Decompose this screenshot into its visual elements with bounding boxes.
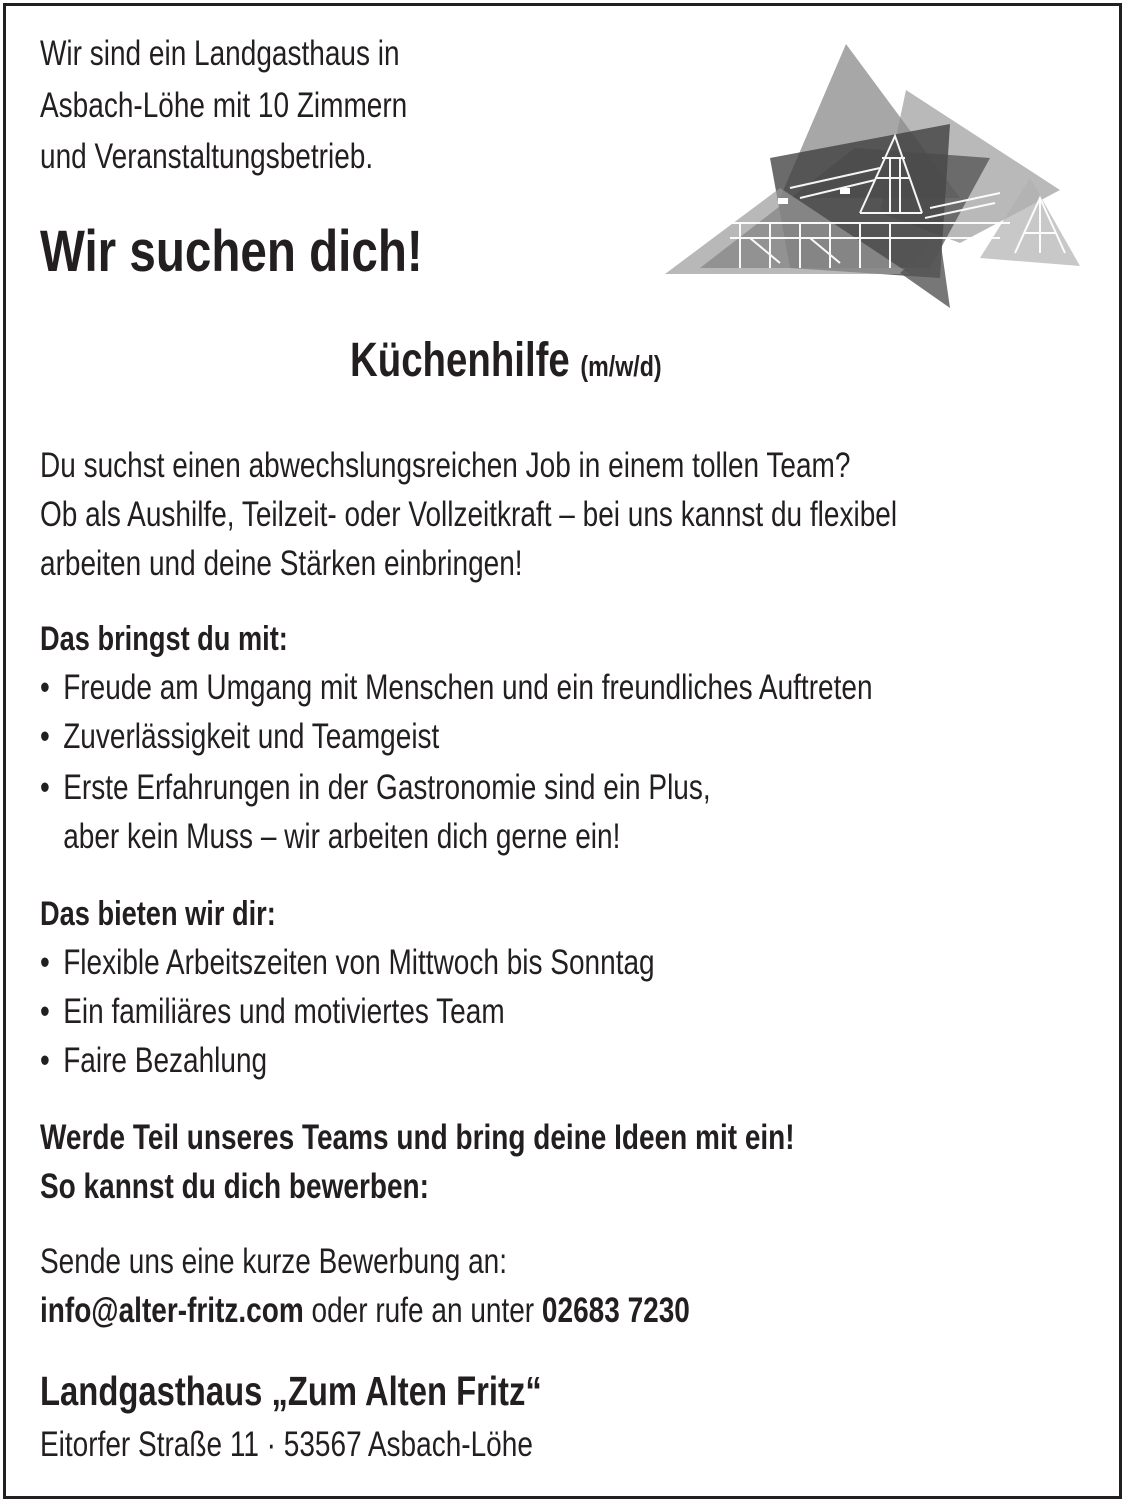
company-address: Eitorfer Straße 11 · 53567 Asbach-Löhe (40, 1425, 533, 1464)
description-line-1: Du suchst einen abwechslungsreichen Job in einem tollen Team? (40, 446, 851, 485)
bullet-icon: • (40, 943, 50, 982)
benefits-item (40, 992, 505, 1032)
bullet-icon: • (40, 1041, 50, 1080)
headline: Wir suchen dich! (40, 219, 423, 284)
description-line-2: Ob als Aushilfe, Teilzeit- oder Vollzeitkraft – bei uns kannst du flexibel (40, 495, 898, 534)
intro-line-3: und Veranstaltungsbetrieb. (40, 137, 374, 176)
contact-connector: oder rufe an unter (303, 1291, 542, 1330)
contact-line (40, 1291, 690, 1331)
benefits-heading: Das bieten wir dir: (40, 895, 276, 933)
job-title-suffix: (m/w/d) (580, 351, 662, 383)
contact-intro: Sende uns eine kurze Bewerbung an: (40, 1242, 507, 1281)
description-line-3: arbeiten und deine Stärken einbringen! (40, 544, 523, 583)
bullet-icon: • (40, 992, 50, 1031)
bullet-icon: • (40, 717, 50, 756)
requirements-item (40, 768, 711, 808)
intro-line-2: Asbach-Löhe mit 10 Zimmern (40, 86, 408, 125)
benefits-item-text: Flexible Arbeitszeiten von Mittwoch bis Sonntag (63, 943, 655, 982)
requirements-item-text: Zuverlässigkeit und Teamgeist (63, 717, 440, 756)
intro-line-1: Wir sind ein Landgasthaus in (40, 34, 400, 73)
benefits-item-text: Ein familiäres und motiviertes Team (63, 992, 505, 1031)
benefits-item (40, 1041, 267, 1081)
bullet-icon: • (40, 668, 50, 707)
company-name: Landgasthaus „Zum Alten Fritz“ (40, 1368, 542, 1414)
requirements-item-text: Freude am Umgang mit Menschen und ein freundliches Auftreten (63, 668, 873, 707)
job-title-text: Küchenhilfe (350, 334, 570, 387)
cta-line-2: So kannst du dich bewerben: (40, 1167, 429, 1206)
house-logo-icon (660, 38, 1090, 313)
phone-link[interactable]: 02683 7230 (541, 1291, 690, 1330)
bullet-icon: • (40, 768, 50, 807)
requirements-item (40, 668, 873, 708)
benefits-item (40, 943, 655, 983)
requirements-item-text: Erste Erfahrungen in der Gastronomie sind ein Plus, (63, 768, 711, 807)
cta-line-1: Werde Teil unseres Teams und bring deine Ideen mit ein! (40, 1118, 795, 1157)
job-title (350, 333, 662, 388)
requirements-item-continuation: aber kein Muss – wir arbeiten dich gerne ein! (63, 817, 621, 856)
benefits-item-text: Faire Bezahlung (63, 1041, 268, 1080)
email-link[interactable]: info@alter-fritz.com (40, 1291, 304, 1330)
requirements-item (40, 717, 439, 757)
requirements-heading: Das bringst du mit: (40, 620, 288, 658)
